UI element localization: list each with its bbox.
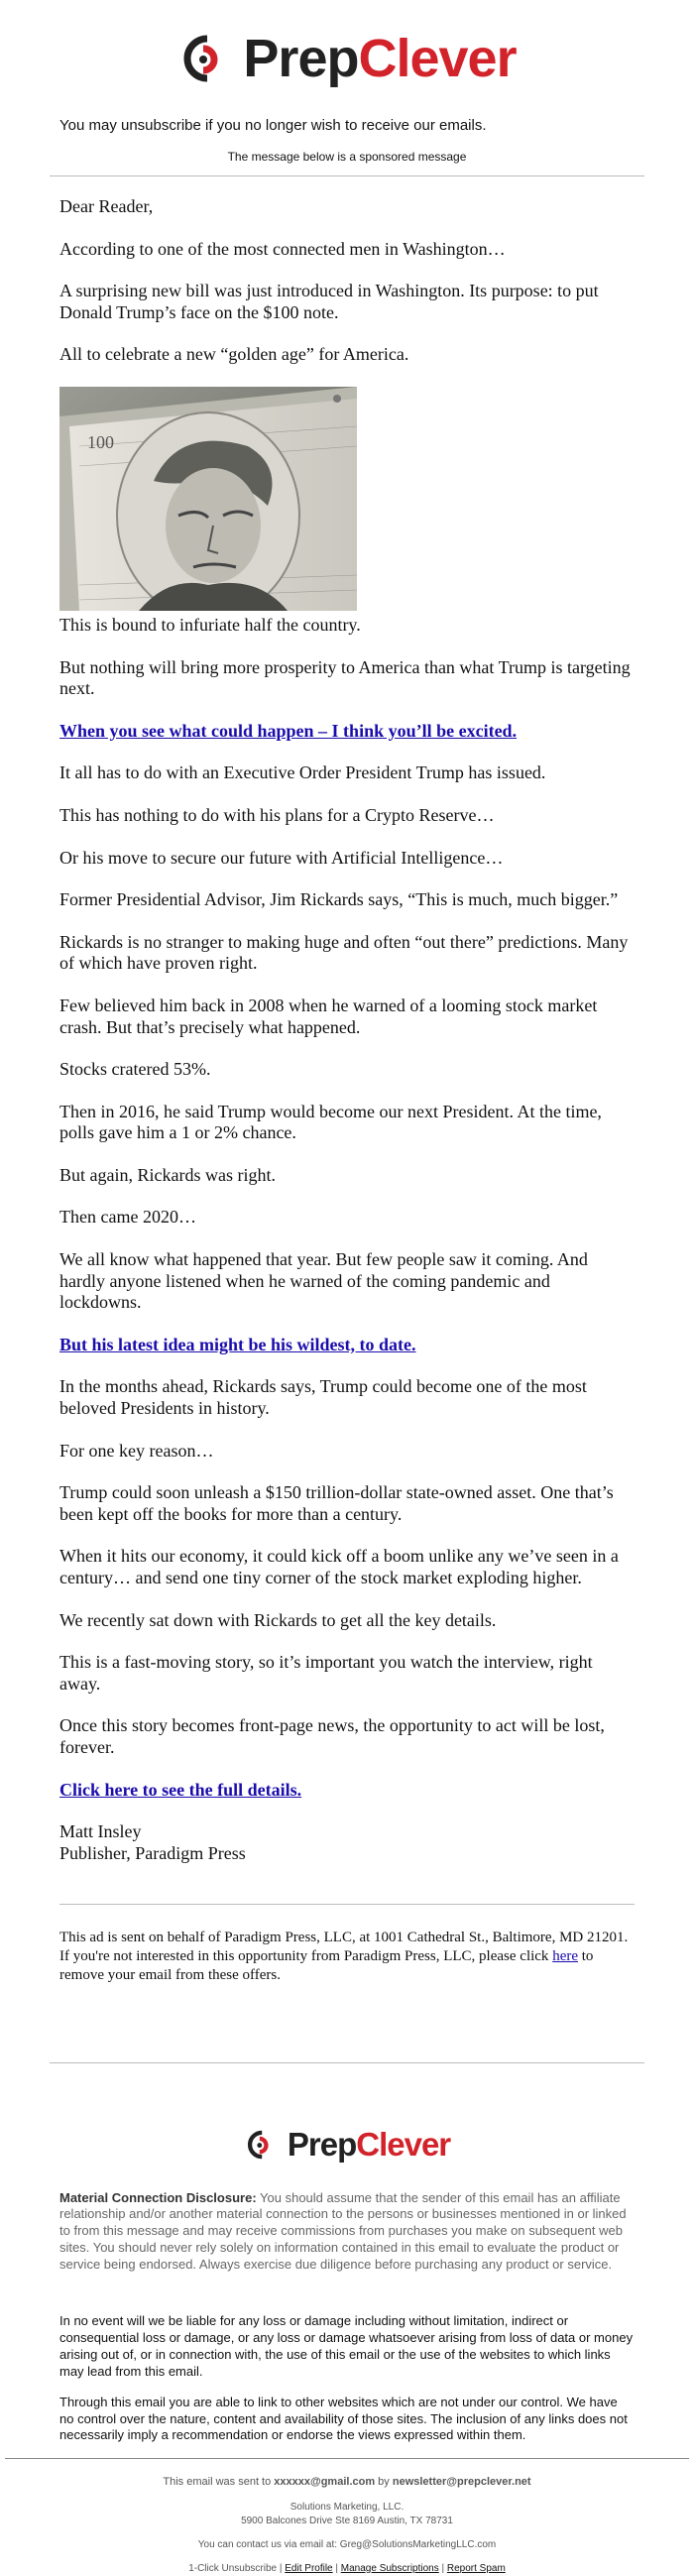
brand-clever: Clever (358, 29, 517, 88)
paragraph: Rickards is no stranger to making huge and often “out there” predictions. Many of which have proven right. (59, 931, 629, 974)
sponsored-note: The message below is a sponsored message (227, 150, 467, 164)
paragraph: A surprising new bill was just introduced in Washington. Its purpose: to put Donald Trump’s face on the $100 note. (59, 281, 599, 322)
footer-links: 1-Click Unsubscribe | Edit Profile | Manage Subscriptions | Report Spam (188, 2562, 506, 2574)
paragraph: For one key reason… (59, 1440, 214, 1461)
manage-subscriptions-link[interactable]: Manage Subscriptions (340, 2562, 439, 2574)
prepclever-logo-icon (244, 2128, 278, 2162)
external-links-paragraph: Through this email you are able to link to other websites which are not under our control. We have no control over the nature, content and availability of those sites. The inclusion of any links does not necessarily imply a recommendation or endorse the views expressed within them. (59, 2394, 628, 2443)
paragraph: Former Presidential Advisor, Jim Rickards says, “This is much, much bigger.” (59, 889, 619, 910)
edit-profile-link[interactable]: Edit Profile (285, 2562, 333, 2574)
signature-title: Publisher, Paradigm Press (59, 1842, 246, 1863)
sent-to-line: This email was sent to xxxxxx@gmail.com by newsletter@prepclever.net (163, 2476, 531, 2489)
unsubscribe-note: You may unsubscribe if you no longer wish to receive our emails. (59, 117, 487, 134)
report-spam-link[interactable]: Report Spam (446, 2562, 506, 2574)
full-details-link[interactable]: Click here to see the full details. (59, 1779, 302, 1800)
signature (59, 1821, 635, 1864)
latest-idea-link[interactable]: But his latest idea might be his wildest, to date. (59, 1334, 416, 1354)
paragraph: Trump could soon unleash a $150 trillion-dollar state-owned asset. One that’s been kept off the books for more than a century. (59, 1482, 614, 1524)
paragraph: But nothing will bring more prosperity to America than what Trump is targeting next. (59, 656, 631, 699)
paragraph: According to one of the most connected men in Washington… (59, 238, 506, 259)
greeting: Dear Reader, (59, 196, 154, 216)
prepclever-logo-icon (177, 31, 233, 86)
paragraph: Once this story becomes front-page news, the opportunity to act will be lost, forever. (59, 1715, 605, 1757)
email-meta (0, 2459, 694, 2575)
ad-notice: This ad is sent on behalf of Paradigm Press, LLC, at 1001 Cathedral St., Baltimore, MD 21201. If you're not interested in this opportunity from Paradigm Press, LLC, please click here to remove your email from these offers. (59, 1930, 629, 1983)
contact-line: You can contact us via email at: Greg@SolutionsMarketingLLC.com (197, 2538, 497, 2550)
email-body (0, 176, 694, 1864)
paragraph: Or his move to secure our future with Artificial Intelligence… (59, 847, 504, 868)
paragraph: It all has to do with an Executive Order President Trump has issued. (59, 762, 546, 783)
paragraph: When it hits our economy, it could kick off a boom unlike any we’ve seen in a century… and send one tiny corner of the stock market exploding higher. (59, 1546, 619, 1587)
company-name: Solutions Marketing, LLC. (289, 2501, 405, 2513)
svg-text:100: 100 (87, 431, 114, 452)
paragraph: All to celebrate a new “golden age” for America. (59, 344, 409, 365)
paragraph: We all know what happened that year. But few people saw it coming. And hardly anyone listened when he warned of the coming pandemic and lockdowns. (59, 1249, 588, 1313)
sender-email: newsletter@prepclever.net (392, 2476, 531, 2489)
liability-paragraph: In no event will we be liable for any loss or damage including without limitation, indirect or consequential loss or damage, or any loss or damage whatsoever arising from loss of data or money arising out of, or in connection with, the use of this email or the use of the websites to which links may lead from this email. (59, 2313, 634, 2379)
one-click-unsubscribe[interactable]: 1-Click Unsubscribe (188, 2562, 278, 2574)
hundred-dollar-note-image (59, 387, 357, 611)
footer-brand-clever: Clever (356, 2125, 451, 2163)
paragraph: Few believed him back in 2008 when he warned of a looming stock market crash. But that’s precisely what happened. (59, 995, 598, 1037)
paragraph: This is bound to infuriate half the country. (59, 614, 361, 635)
brand-logo (0, 0, 694, 99)
street-address: 5900 Balcones Drive Ste 8169 Austin, TX 78731 (241, 2515, 453, 2526)
paragraph: Then came 2020… (59, 1207, 196, 1228)
legal-text (0, 2274, 694, 2444)
paragraph: Then in 2016, he said Trump would become our next President. At the time, polls gave him a 1 or 2% chance. (59, 1101, 602, 1143)
paragraph: But again, Rickards was right. (59, 1164, 276, 1185)
footer-brand-prep: Prep (287, 2125, 357, 2163)
paragraph: This is a fast-moving story, so it’s important you watch the interview, right away. (59, 1652, 593, 1694)
brand-prep: Prep (243, 29, 359, 88)
remove-email-link[interactable]: here (552, 1948, 578, 1965)
footer-brand-logo (0, 2063, 694, 2172)
paragraph: In the months ahead, Rickards says, Trump could become one of the most beloved Presidents in history. (59, 1376, 587, 1419)
paragraph: We recently sat down with Rickards to get all the key details. (59, 1609, 497, 1630)
recipient-email: xxxxxx@gmail.com (274, 2476, 376, 2489)
paragraph: Stocks cratered 53%. (59, 1059, 211, 1080)
paragraph: This has nothing to do with his plans for a Crypto Reserve… (59, 804, 495, 825)
signature-name: Matt Insley (59, 1821, 142, 1842)
see-what-could-happen-link[interactable]: When you see what could happen – I think you’ll be excited. (59, 720, 518, 741)
disclosure-label: Material Connection Disclosure: (59, 2189, 257, 2205)
material-connection-disclosure: Material Connection Disclosure: You should assume that the sender of this email has an affiliate relationship and/or another material connection to the persons or businesses mentioned in or linked to from this message and may receive commissions from purchases you make on subsequent web sites. You should never rely solely on information contained in this email to evaluate the product or service being endorsed. Always exercise due diligence before purchasing any product or service. (59, 2189, 627, 2273)
company-address (0, 2491, 694, 2528)
